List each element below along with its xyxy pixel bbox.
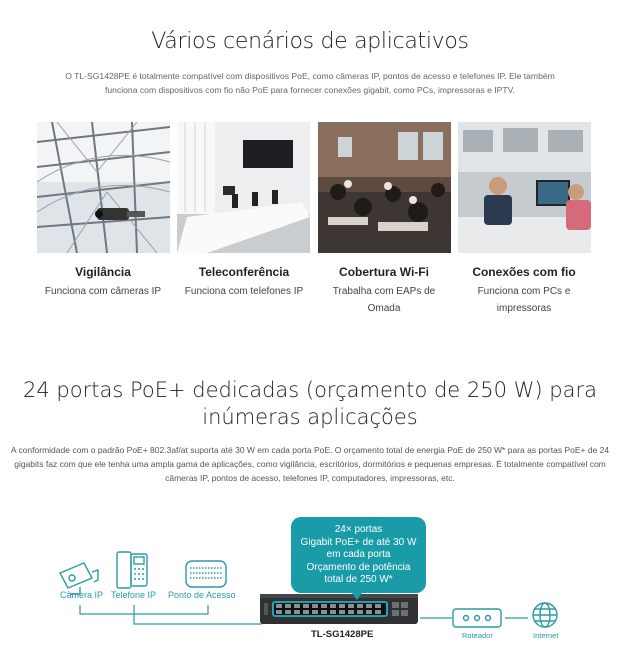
conference-photo — [177, 122, 310, 253]
poe-title-line-2: inúmeras aplicações — [202, 405, 418, 429]
card-subtitle-line: Funciona com câmeras IP — [44, 286, 162, 297]
desc-line-2: gigabits faz com que ele tenha uma ampla gama de aplicações, como vigilância, escritórios, dormitórios e pequenas empresas. É totalmente compatível com — [14, 459, 606, 469]
callout-line: Gigabit PoE+ de até 30 W — [300, 536, 417, 548]
switch-icon — [260, 594, 418, 624]
surveillance-photo — [37, 122, 170, 253]
card-title: Cobertura Wi-Fi — [339, 265, 429, 279]
device-bus-line — [80, 605, 208, 614]
card-title: Conexões com fio — [472, 265, 576, 279]
scenario-photos — [37, 122, 591, 253]
intro-line-1: O TL-SG1428PE é totalmente compatível com dispositivos PoE, como câmeras IP, pontos de acesso e telefones IP. Ele também — [65, 71, 555, 81]
callout-line: em cada porta — [326, 549, 391, 560]
router-icon — [453, 609, 501, 627]
card-subtitle-line: Funciona com PCs e — [477, 286, 571, 297]
card-subtitle — [174, 283, 314, 300]
intro-line-2: funciona com dispositivos com fio não PoE para fornecer conexões gigabit, como PCs, impressoras e IPTV. — [105, 85, 515, 95]
card-title: Vigilância — [75, 265, 131, 279]
poe-title-line-1: 24 portas PoE+ dedicadas (orçamento de 250 W) para — [23, 378, 597, 402]
card-subtitle — [314, 283, 454, 317]
access-point-label: Ponto de Acesso — [168, 590, 236, 600]
poe-section-title — [0, 377, 620, 431]
router-label: Roteador — [462, 631, 493, 640]
section-intro — [40, 69, 580, 97]
internet-globe-icon — [533, 603, 557, 627]
card-subtitle-line: Funciona com telefones IP — [184, 286, 304, 297]
card-title: Teleconferência — [198, 265, 290, 279]
switch-model-label: TL-SG1428PE — [311, 629, 374, 640]
callout-line: 24× portas — [334, 524, 383, 535]
desc-line-1: A conformidade com o padrão PoE+ 802.3af/at suporta até 30 W em cada porta PoE. O orçamento total de energia PoE de 250 W* para as portas PoE+ de 24 — [10, 445, 610, 455]
ip-phone-icon — [117, 552, 147, 588]
callout-line: Orçamento de potência — [306, 561, 411, 573]
wired-connections-photo — [458, 122, 591, 253]
card-subtitle — [33, 283, 173, 300]
card-subtitle — [454, 283, 594, 317]
desc-line-3: câmeras IP, pontos de acesso, telefones IP, computadores, impressoras, etc. — [165, 473, 455, 483]
card-subtitle-line: Trabalha com EAPs de — [332, 286, 436, 297]
card-subtitle-line: Omada — [367, 303, 401, 314]
wifi-coverage-photo — [318, 122, 451, 253]
ip-phone-label: Telefone IP — [111, 590, 157, 600]
card-subtitle-line: impressoras — [496, 303, 552, 314]
device-to-switch-line — [134, 614, 262, 624]
callout-line: total de 250 W* — [324, 574, 393, 585]
internet-label: Internet — [533, 631, 559, 640]
poe-spec-callout — [291, 517, 426, 593]
poe-section-description — [0, 443, 620, 485]
ip-camera-label: Câmera IP — [60, 590, 104, 600]
access-point-icon — [186, 561, 226, 587]
network-diagram — [0, 510, 620, 660]
section-title: Vários cenários de aplicativos — [151, 29, 469, 54]
